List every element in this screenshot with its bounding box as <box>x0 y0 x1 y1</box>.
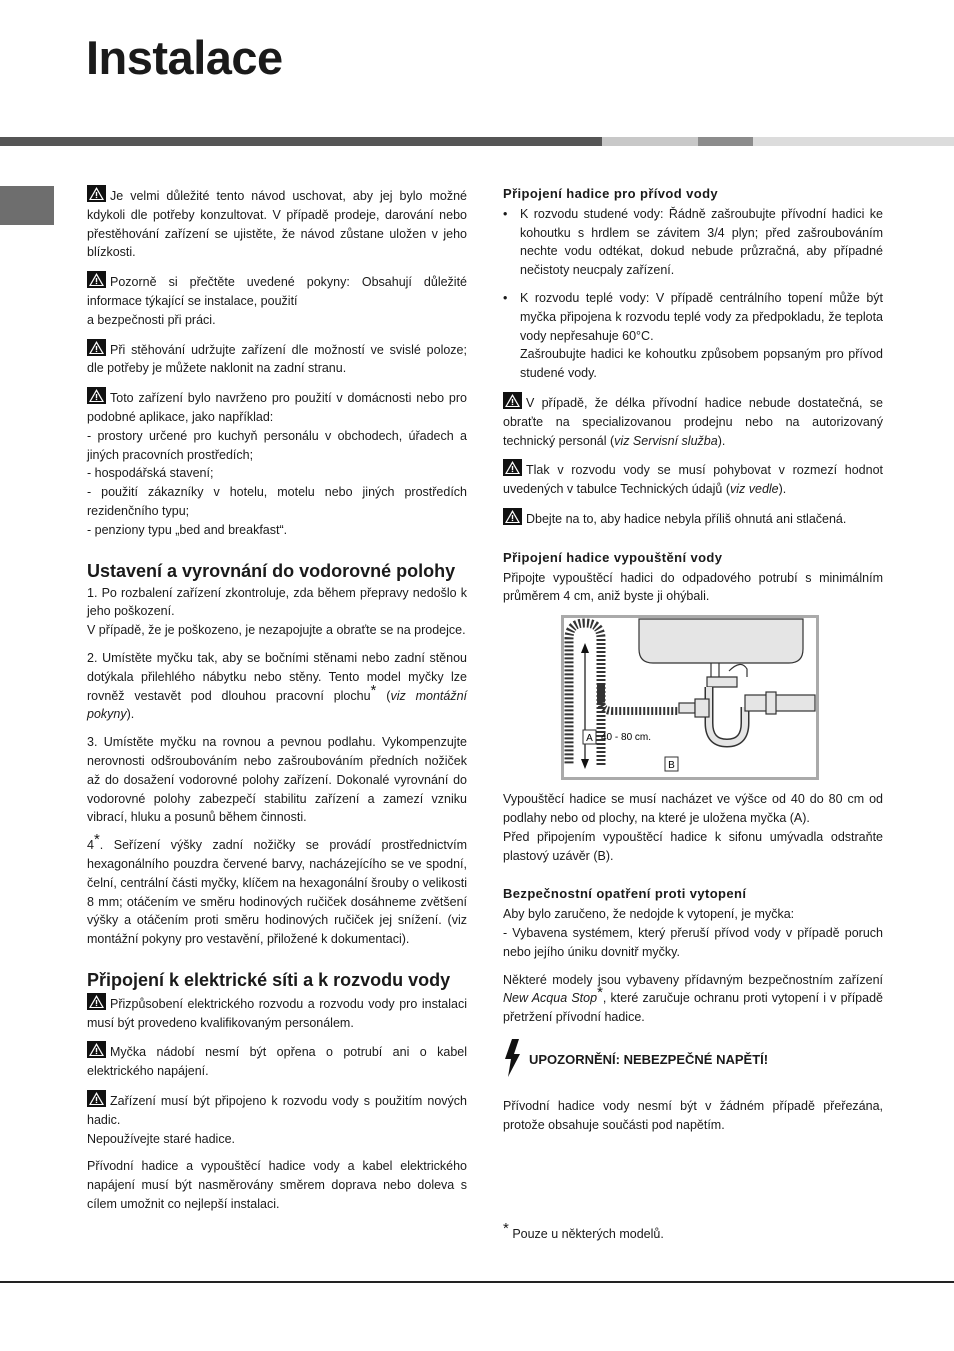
paren-close: ). <box>126 707 135 722</box>
asterisk: * <box>370 681 377 699</box>
paragraph: Před připojením vypouštěcí hadice k sifonu umývadla odstraňte plastový uzávěr (B). <box>503 829 883 863</box>
page-title: Instalace <box>86 31 283 84</box>
header-bar-mid <box>698 137 753 146</box>
asterisk: * <box>597 984 603 1002</box>
warning-icon <box>87 387 106 404</box>
warning-icon <box>503 459 522 476</box>
list-item-text-part: K rozvodu teplé vody: V případě centrálního topení může být myčka připojena k rozvodu teplé vody za předpokladu, že teplota vody nepřesahuje 60°C. <box>520 290 883 343</box>
subsection-heading: Připojení hadice vypouštění vody <box>503 549 723 565</box>
left-column <box>87 185 467 1223</box>
list-item: - hospodářská stavení; <box>87 466 214 481</box>
list-item <box>503 205 883 280</box>
paragraph <box>87 830 467 949</box>
warning-text: Pozorně si přečtěte uvedené pokyny: Obsahují důležité informace týkající se instalace, použití <box>87 275 467 308</box>
paragraph: - Vybavena systémem, který přeruší přívod vody v případě poruch nebo jejího úniku dovnitř myčky. <box>503 925 883 959</box>
footer-rule <box>0 1281 954 1283</box>
warning-paragraph <box>87 185 467 262</box>
paragraph-text: , které zaručuje ochranu proti vytopení i v případě přetržení přívodní hadice. <box>503 991 883 1025</box>
paragraph: 3. Umístěte myčku na rovnou a pevnou podlahu. Vykompenzujte nerovnosti odšroubováním nebo zašroubováním předních nožiček až do dosažení vodorovné polohy zařízení. Dokonalé vyrovnání do vodorovné polohy zabezpečí stabilitu zařízení a zamezí vzniku vibrací, hluku a posunů během činnosti. <box>87 735 467 825</box>
warning-icon <box>87 339 106 356</box>
warning-text: Myčka nádobí nesmí být opřena o potrubí ani o kabel elektrického napájení. <box>87 1045 467 1079</box>
warning-text: Dbejte na to, aby hadice nebyla příliš ohnutá ani stlačená. <box>526 511 847 526</box>
paragraph <box>503 971 883 1027</box>
list-item-text <box>520 289 883 383</box>
voltage-warning-text: UPOZORNĚNÍ: NEBEZPEČNÉ NAPĚTÍ! <box>529 1052 769 1068</box>
warning-paragraph <box>503 459 883 499</box>
warning-paragraph <box>87 271 467 311</box>
header-bar-light <box>602 137 698 146</box>
warning-paragraph <box>87 387 467 427</box>
warning-icon <box>503 392 522 409</box>
warning-text-end: ). <box>778 482 787 497</box>
reference: viz Servisní služba <box>614 433 718 448</box>
footnote-text: Pouze u některých modelů. <box>508 1227 664 1241</box>
paragraph: Vypouštěcí hadice se musí nacházet ve výšce od 40 do 80 cm od podlahy nebo od plochy, na které je uložena myčka (A). <box>503 792 883 825</box>
warning-paragraph <box>503 392 883 450</box>
voltage-warning <box>503 1039 883 1083</box>
warning-icon <box>87 993 106 1010</box>
asterisk: * <box>503 1219 509 1237</box>
paragraph-text: Některé modely jsou vybaveny přídavným bezpečnostním zařízení <box>503 972 883 987</box>
diagram-label-a: A <box>586 733 593 745</box>
paragraph: Přívodní hadice a vypouštěcí hadice vody a kabel elektrického napájení musí být nasměrovány směrem doprava nebo doleva s cílem umožnit co nejlepší instalaci. <box>87 1159 467 1212</box>
paragraph-text: 2. Umístěte myčku tak, aby se bočními stěnami nebo zadní stěnou dotýkala přilehlého nábytku nebo stěny. Tento model myčky lze rovněž vestavět pod dlouhou pracovní plochu <box>87 650 467 703</box>
warning-text: Je velmi důležité tento návod uschovat, aby jej bylo možné kdykoli dle potřeby konzultovat. V případě prodeje, darování nebo přestěhování zařízení se ujistěte, že návod zůstane uložen v jeho blízkosti. <box>87 189 467 260</box>
paragraph: Nepoužívejte staré hadice. <box>87 1131 236 1146</box>
subsection-heading: Připojení hadice pro přívod vody <box>503 186 719 201</box>
footnote <box>503 1219 664 1241</box>
warning-paragraph <box>87 339 467 379</box>
paragraph: Připojte vypouštěcí hadici do odpadového potrubí s minimálním průměrem 4 cm, aniž byste ji ohýbali. <box>503 570 883 604</box>
step-number: 4 <box>87 838 94 853</box>
paragraph <box>87 649 467 724</box>
warning-text: Zařízení musí být připojeno k rozvodu vody s použitím nových hadic. <box>87 1094 467 1127</box>
paragraph: Aby bylo zaručeno, že nedojde k vytopení, je myčka: <box>503 907 795 922</box>
product-name: New Acqua Stop <box>503 991 598 1006</box>
drain-hose-diagram <box>561 615 819 780</box>
warning-icon <box>503 508 522 525</box>
reference: viz vedle <box>730 482 779 497</box>
warning-icon <box>87 271 106 288</box>
diagram-label-b: B <box>668 760 675 772</box>
lightning-icon <box>503 1039 521 1083</box>
warning-text: Toto zařízení bylo navrženo pro použití v domácnosti nebo pro podobné aplikace, jako například: <box>87 391 467 424</box>
list-item: - penziony typu „bed and breakfast“. <box>87 522 288 537</box>
section-heading: Připojení k elektrické síti a k rozvodu vody <box>87 969 451 990</box>
warning-text: V případě, že délka přívodní hadice nebude dostatečná, se obraťte na specializovanou prodejnu nebo na autorizovaný technický personál ( <box>503 395 883 448</box>
warning-paragraph <box>503 508 883 529</box>
paragraph: V případě, že je poškozeno, je nezapojujte a obraťte se na prodejce. <box>87 623 466 638</box>
warning-paragraph <box>87 1041 467 1081</box>
warning-text: Tlak v rozvodu vody se musí pohybovat v rozmezí hodnot uvedených v tabulce Technických údajů ( <box>503 463 883 497</box>
list-item-text: K rozvodu studené vody: Řádně zašroubujte přívodní hadici ke kohoutku s hrdlem se závitem 3/4 plyn; před zašroubováním nechte vodu odtékat, dokud nebude průzračná, aby případné nečistoty neucpaly zařízení. <box>520 206 883 278</box>
warning-icon <box>87 185 106 202</box>
section-heading: Ustavení a vyrovnání do vodorovné polohy <box>87 560 456 581</box>
list-item: - použití zákazníky v hotelu, motelu nebo jiných prostředích rezidenčního typu; <box>87 485 467 518</box>
warning-icon <box>87 1090 106 1107</box>
paragraph: 1. Po rozbalení zařízení zkontroluje, zda během přepravy nedošlo k jeho poškození. <box>87 585 467 619</box>
paren-open: ( <box>376 688 391 703</box>
warning-paragraph <box>87 1090 467 1130</box>
header-bar-lighter <box>753 137 954 146</box>
diagram-label-range: 40 - 80 cm. <box>601 732 652 744</box>
asterisk: * <box>93 830 100 848</box>
paragraph: Přívodní hadice vody nesmí být v žádném případě přeřezána, protože obsahuje součásti pod napětím. <box>503 1098 883 1132</box>
paragraph: a bezpečnosti při práci. <box>87 312 216 327</box>
warning-icon <box>87 1041 106 1058</box>
warning-paragraph <box>87 993 467 1033</box>
warning-text: Přizpůsobení elektrického rozvodu a rozvodu vody pro instalaci musí být provedeno kvalifikovaným personálem. <box>87 996 467 1030</box>
reference: viz montážní pokyny <box>87 688 468 722</box>
list-item: - prostory určené pro kuchyň personálu v obchodech, úřadech a jiných pracovních prostředích; <box>87 428 467 462</box>
subsection-heading: Bezpečnostní opatření proti vytopení <box>503 886 747 902</box>
warning-text-end: ). <box>717 433 726 448</box>
bullet-mark: • <box>503 206 508 221</box>
list-item-text-part: Zašroubujte hadici ke kohoutku způsobem popsaným pro přívod studené vody. <box>520 347 883 381</box>
warning-text: Při stěhování udržujte zařízení dle možností ve svislé poloze; dle potřeby je můžete naklonit na zadní stranu. <box>87 342 467 376</box>
paragraph-text: . Seřízení výšky zadní nožičky se provádí prostřednictvím hexagonálního pouzdra červené barvy, nacházejícího se ve spodní, čelní, centrální části myčky, klíčem na hexagonální šrouby o velikosti 8 mm; otáčením ve směru hodinových ručiček dosáhneme zvětšení výšky a otáčením proti směru hodinových ručiček jej snížení. (viz montážní pokyny pro vestavění, přiložené k dokumentaci). <box>87 838 467 947</box>
section-tab <box>0 186 54 225</box>
header-bar-dark <box>0 137 602 146</box>
list-item <box>503 289 883 383</box>
right-column <box>503 185 883 1143</box>
bullet-mark: • <box>503 290 508 305</box>
